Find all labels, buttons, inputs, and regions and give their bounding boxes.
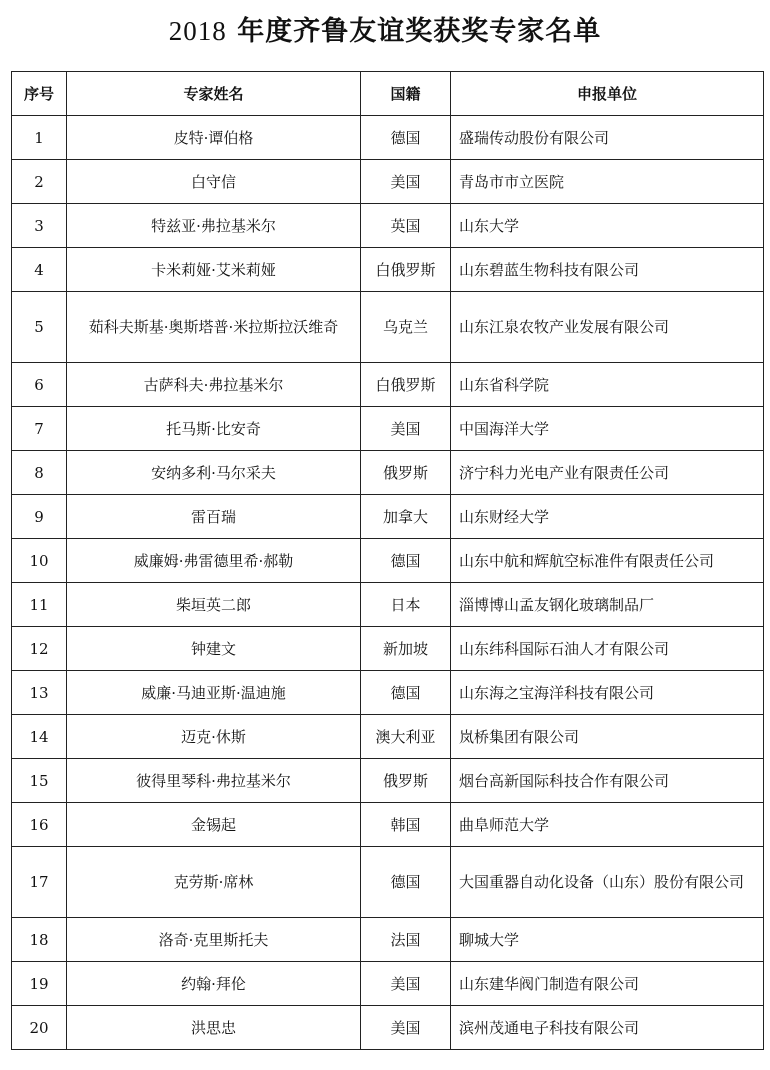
cell-org: 聊城大学 <box>451 918 764 962</box>
cell-country: 韩国 <box>361 803 451 847</box>
header-country: 国籍 <box>361 72 451 116</box>
header-no: 序号 <box>12 72 67 116</box>
cell-country: 美国 <box>361 160 451 204</box>
cell-name: 柴垣英二郎 <box>67 583 361 627</box>
header-org: 申报单位 <box>451 72 764 116</box>
cell-org: 山东碧蓝生物科技有限公司 <box>451 248 764 292</box>
cell-country: 新加坡 <box>361 627 451 671</box>
cell-country: 德国 <box>361 539 451 583</box>
cell-org: 淄博博山孟友钢化玻璃制品厂 <box>451 583 764 627</box>
cell-name: 约翰·拜伦 <box>67 962 361 1006</box>
table-row <box>12 451 764 495</box>
cell-country: 美国 <box>361 1006 451 1050</box>
cell-no: 7 <box>12 407 67 451</box>
table-row <box>12 583 764 627</box>
cell-name: 克劳斯·席林 <box>67 847 361 918</box>
table-body <box>12 116 764 1050</box>
cell-country: 加拿大 <box>361 495 451 539</box>
cell-org: 大国重器自动化设备（山东）股份有限公司 <box>451 847 764 918</box>
cell-country: 美国 <box>361 962 451 1006</box>
cell-country: 白俄罗斯 <box>361 248 451 292</box>
cell-name: 钟建文 <box>67 627 361 671</box>
cell-no: 3 <box>12 204 67 248</box>
cell-country: 英国 <box>361 204 451 248</box>
award-table <box>11 71 764 1050</box>
cell-name: 皮特·谭伯格 <box>67 116 361 160</box>
cell-country: 美国 <box>361 407 451 451</box>
cell-name: 彼得里琴科·弗拉基米尔 <box>67 759 361 803</box>
cell-name: 金锡起 <box>67 803 361 847</box>
cell-country: 法国 <box>361 918 451 962</box>
cell-name: 洛奇·克里斯托夫 <box>67 918 361 962</box>
cell-no: 14 <box>12 715 67 759</box>
page-title <box>0 0 770 66</box>
cell-org: 山东纬科国际石油人才有限公司 <box>451 627 764 671</box>
table-row <box>12 715 764 759</box>
cell-country: 澳大利亚 <box>361 715 451 759</box>
cell-org: 盛瑞传动股份有限公司 <box>451 116 764 160</box>
cell-org: 山东大学 <box>451 204 764 248</box>
cell-name: 茹科夫斯基·奥斯塔普·米拉斯拉沃维奇 <box>67 292 361 363</box>
cell-name: 古萨科夫·弗拉基米尔 <box>67 363 361 407</box>
cell-country: 俄罗斯 <box>361 451 451 495</box>
cell-no: 20 <box>12 1006 67 1050</box>
table-row <box>12 803 764 847</box>
cell-org: 青岛市市立医院 <box>451 160 764 204</box>
title-year: 2018 <box>168 16 227 46</box>
cell-name: 特兹亚·弗拉基米尔 <box>67 204 361 248</box>
cell-country: 白俄罗斯 <box>361 363 451 407</box>
table-row <box>12 292 764 363</box>
cell-name: 迈克·休斯 <box>67 715 361 759</box>
table-row <box>12 918 764 962</box>
cell-name: 卡米莉娅·艾米莉娅 <box>67 248 361 292</box>
table-row <box>12 962 764 1006</box>
cell-org: 山东建华阀门制造有限公司 <box>451 962 764 1006</box>
table-row <box>12 539 764 583</box>
cell-name: 安纳多利·马尔采夫 <box>67 451 361 495</box>
cell-name: 雷百瑞 <box>67 495 361 539</box>
cell-org: 山东财经大学 <box>451 495 764 539</box>
table-row <box>12 671 764 715</box>
table-row <box>12 363 764 407</box>
cell-country: 俄罗斯 <box>361 759 451 803</box>
cell-org: 烟台高新国际科技合作有限公司 <box>451 759 764 803</box>
cell-no: 18 <box>12 918 67 962</box>
cell-no: 4 <box>12 248 67 292</box>
cell-org: 济宁科力光电产业有限责任公司 <box>451 451 764 495</box>
cell-no: 6 <box>12 363 67 407</box>
table-row <box>12 204 764 248</box>
table-row <box>12 160 764 204</box>
table-row <box>12 759 764 803</box>
cell-no: 17 <box>12 847 67 918</box>
cell-org: 山东中航和辉航空标准件有限责任公司 <box>451 539 764 583</box>
table-row <box>12 407 764 451</box>
cell-no: 19 <box>12 962 67 1006</box>
cell-org: 曲阜师范大学 <box>451 803 764 847</box>
cell-no: 5 <box>12 292 67 363</box>
table-row <box>12 1006 764 1050</box>
title-text: 年度齐鲁友谊奖获奖专家名单 <box>226 16 602 47</box>
cell-no: 13 <box>12 671 67 715</box>
cell-country: 德国 <box>361 847 451 918</box>
cell-no: 11 <box>12 583 67 627</box>
cell-country: 德国 <box>361 116 451 160</box>
cell-no: 9 <box>12 495 67 539</box>
cell-no: 1 <box>12 116 67 160</box>
cell-name: 威廉·马迪亚斯·温迪施 <box>67 671 361 715</box>
table-row <box>12 248 764 292</box>
table-row <box>12 116 764 160</box>
cell-country: 乌克兰 <box>361 292 451 363</box>
cell-org: 山东海之宝海洋科技有限公司 <box>451 671 764 715</box>
cell-name: 洪思忠 <box>67 1006 361 1050</box>
cell-no: 12 <box>12 627 67 671</box>
header-name: 专家姓名 <box>67 72 361 116</box>
header-row <box>12 72 764 116</box>
cell-org: 岚桥集团有限公司 <box>451 715 764 759</box>
cell-country: 日本 <box>361 583 451 627</box>
table-row <box>12 627 764 671</box>
cell-no: 2 <box>12 160 67 204</box>
table-row <box>12 847 764 918</box>
cell-no: 16 <box>12 803 67 847</box>
cell-org: 滨州茂通电子科技有限公司 <box>451 1006 764 1050</box>
table-row <box>12 495 764 539</box>
cell-org: 山东省科学院 <box>451 363 764 407</box>
cell-name: 威廉姆·弗雷德里希·郝勒 <box>67 539 361 583</box>
cell-no: 8 <box>12 451 67 495</box>
cell-org: 中国海洋大学 <box>451 407 764 451</box>
cell-no: 15 <box>12 759 67 803</box>
cell-country: 德国 <box>361 671 451 715</box>
cell-name: 白守信 <box>67 160 361 204</box>
cell-org: 山东江泉农牧产业发展有限公司 <box>451 292 764 363</box>
cell-no: 10 <box>12 539 67 583</box>
cell-name: 托马斯·比安奇 <box>67 407 361 451</box>
